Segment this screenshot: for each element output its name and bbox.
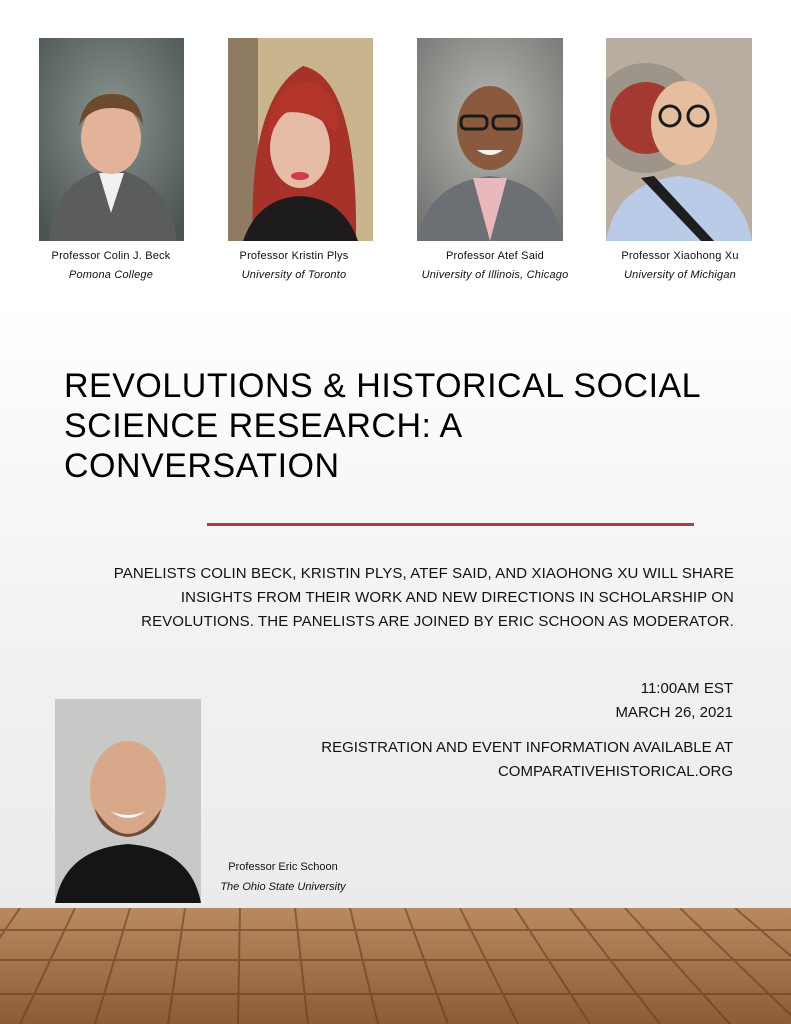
moderator-name: Professor Eric Schoon bbox=[228, 861, 338, 873]
panelist-name: Professor Kristin Plys bbox=[239, 250, 349, 262]
panelist-photo-beck bbox=[39, 38, 184, 241]
panelist-caption-plys bbox=[204, 247, 384, 285]
panelist-photo-xu bbox=[606, 38, 752, 241]
title-divider bbox=[207, 523, 694, 526]
moderator-institution: The Ohio State University bbox=[220, 881, 346, 893]
moderator-photo bbox=[55, 699, 201, 903]
event-time: 11:00AM EST bbox=[640, 680, 733, 697]
panelist-photo-said bbox=[417, 38, 563, 241]
registration-text: REGISTRATION AND EVENT INFORMATION AVAILABLE AT bbox=[321, 739, 733, 756]
moderator-caption bbox=[218, 857, 348, 897]
event-title: REVOLUTIONS & HISTORICAL SOCIAL SCIENCE RESEARCH: A CONVERSATION bbox=[64, 367, 700, 485]
event-date: MARCH 26, 2021 bbox=[615, 704, 733, 721]
panelist-institution: University of Toronto bbox=[241, 269, 347, 281]
panelist-institution: Pomona College bbox=[68, 269, 154, 281]
panelist-name: Professor Colin J. Beck bbox=[51, 250, 171, 262]
panelist-name: Professor Atef Said bbox=[446, 250, 544, 262]
panelist-institution: University of Michigan bbox=[624, 269, 736, 281]
event-website: COMPARATIVEHISTORICAL.ORG bbox=[497, 763, 733, 780]
wood-floor-decoration bbox=[0, 908, 791, 1024]
panelist-name: Professor Xiaohong Xu bbox=[621, 250, 739, 262]
panelist-photo-plys bbox=[228, 38, 373, 241]
panelist-caption-said bbox=[405, 247, 585, 285]
panelist-institution: University of Illinois, Chicago bbox=[421, 269, 569, 281]
panelist-caption-xu bbox=[590, 247, 770, 285]
panelist-caption-beck bbox=[21, 247, 201, 285]
event-description: PANELISTS COLIN BECK, KRISTIN PLYS, ATEF SAID, AND XIAOHONG XU WILL SHARE INSIGHTS FROM THEIR WORK AND NEW DIRECTIONS IN SCHOLARSHIP ON REVOLUTIONS. THE PANELISTS ARE JOINED BY ERIC SCHOON AS MODERATOR. bbox=[113, 565, 734, 630]
